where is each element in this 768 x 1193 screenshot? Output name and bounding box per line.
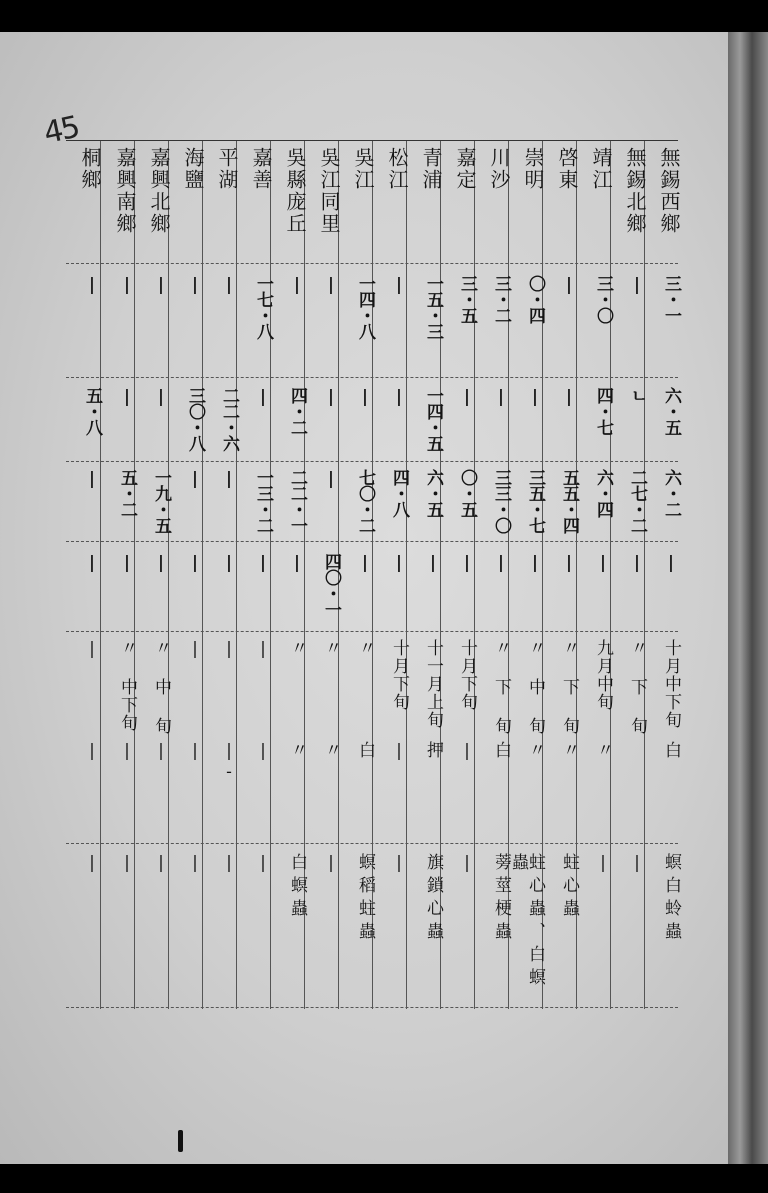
cell-pest: | bbox=[321, 853, 341, 879]
cell-kind: 白 bbox=[491, 741, 511, 759]
cell-b: 四・七 bbox=[593, 387, 613, 435]
cell-date: 〃 中 旬 bbox=[525, 639, 545, 735]
cell-b: | bbox=[457, 387, 477, 406]
cell-b: | bbox=[321, 387, 341, 406]
cell-d: | bbox=[389, 553, 409, 572]
cell-d: | bbox=[219, 553, 239, 572]
cell-c: 五五・四 bbox=[559, 469, 579, 533]
cell-pest: | bbox=[219, 853, 239, 879]
cell-a: 一四・八 bbox=[355, 275, 375, 339]
cell-pest: | bbox=[627, 853, 647, 879]
region-column bbox=[270, 141, 305, 1009]
cell-d: | bbox=[82, 553, 102, 572]
cell-c: 六・四 bbox=[593, 469, 613, 517]
cell-date: | bbox=[253, 639, 273, 660]
cell-a: | bbox=[287, 275, 307, 294]
ink-mark bbox=[178, 1130, 183, 1152]
cell-b: | bbox=[151, 387, 171, 406]
region-column bbox=[372, 141, 407, 1009]
region-name: 啓東 bbox=[555, 147, 579, 191]
cell-pest: | bbox=[457, 853, 477, 879]
cell-d: | bbox=[593, 553, 613, 572]
cell-date: | bbox=[82, 639, 102, 660]
cell-date: 〃 中下旬 bbox=[117, 639, 137, 732]
region-name: 松江 bbox=[385, 147, 409, 191]
cell-d: | bbox=[661, 553, 681, 572]
region-column bbox=[406, 141, 441, 1009]
cell-d: | bbox=[559, 553, 579, 572]
region-name: 嘉興北鄉 bbox=[147, 147, 171, 235]
cell-date: | bbox=[185, 639, 205, 660]
cell-c: | bbox=[321, 469, 341, 488]
region-name: 崇明 bbox=[521, 147, 545, 191]
cell-kind: | bbox=[185, 741, 205, 762]
cell-d: | bbox=[457, 553, 477, 572]
region-column bbox=[66, 141, 100, 1009]
cell-b: 四・二 bbox=[287, 387, 307, 435]
cell-d: | bbox=[151, 553, 171, 572]
cell-a: | bbox=[185, 275, 205, 294]
cell-b: | bbox=[389, 387, 409, 406]
cell-pest: 螟稻蛀蟲 bbox=[355, 853, 375, 945]
cell-date: 九月中旬 bbox=[593, 639, 613, 711]
cell-kind: 押 bbox=[423, 741, 443, 759]
cell-a: 三・五 bbox=[457, 275, 477, 323]
region-name: 吳江同里 bbox=[317, 147, 341, 235]
cell-b: | bbox=[559, 387, 579, 406]
cell-c: 一三・二 bbox=[253, 469, 273, 533]
region-name: 嘉善 bbox=[249, 147, 273, 191]
cell-a: 〇・四 bbox=[525, 275, 545, 323]
region-column bbox=[576, 141, 611, 1009]
cell-a: | bbox=[559, 275, 579, 294]
region-column bbox=[168, 141, 203, 1009]
cell-kind: | bbox=[151, 741, 171, 762]
cell-a: 一七・八 bbox=[253, 275, 273, 339]
region-column bbox=[338, 141, 373, 1009]
cell-c: 五・二 bbox=[117, 469, 137, 517]
cell-d: | bbox=[525, 553, 545, 572]
cell-d: | bbox=[423, 553, 443, 572]
cell-kind: | bbox=[253, 741, 273, 762]
cell-d: | bbox=[253, 553, 273, 572]
region-column bbox=[474, 141, 509, 1009]
cell-pest: 蒡莖梗蟲 bbox=[491, 853, 511, 945]
cell-a: | bbox=[389, 275, 409, 294]
region-column bbox=[440, 141, 475, 1009]
cell-d: | bbox=[355, 553, 375, 572]
cell-date: 〃 中 旬 bbox=[151, 639, 171, 735]
cell-a: 一五・三 bbox=[423, 275, 443, 339]
cell-d: 四〇・一 bbox=[321, 553, 341, 617]
cell-c: 六・五 bbox=[423, 469, 443, 517]
cell-pest: | bbox=[117, 853, 137, 879]
cell-c: 二七・二 bbox=[627, 469, 647, 533]
region-name: 無錫西鄉 bbox=[657, 147, 681, 235]
cell-b: 五・八 bbox=[82, 387, 102, 435]
cell-date: 十一月上旬 bbox=[423, 639, 443, 729]
cell-c: 三三・〇 bbox=[491, 469, 511, 533]
region-column bbox=[202, 141, 237, 1009]
cell-pest: | bbox=[253, 853, 273, 879]
cell-d: | bbox=[185, 553, 205, 572]
region-column bbox=[542, 141, 577, 1009]
region-name: 靖江 bbox=[589, 147, 613, 191]
region-name: 桐鄉 bbox=[78, 147, 102, 191]
region-name: 青浦 bbox=[419, 147, 443, 191]
cell-kind: | bbox=[117, 741, 137, 762]
cell-kind: 〃 bbox=[525, 741, 545, 759]
region-column bbox=[644, 141, 679, 1009]
cell-b: 二二・六 bbox=[219, 387, 239, 451]
cell-c: | bbox=[82, 469, 102, 488]
cell-c: | bbox=[185, 469, 205, 488]
cell-b: 六・五 bbox=[661, 387, 681, 435]
cell-b: | bbox=[355, 387, 375, 406]
cell-pest: 白螟蟲 bbox=[287, 853, 307, 922]
page-number: 45 bbox=[40, 109, 82, 152]
cell-c: 七〇・二 bbox=[355, 469, 375, 533]
cell-kind: 白 bbox=[355, 741, 375, 759]
cell-b: | bbox=[525, 387, 545, 406]
cell-c: 一九・五 bbox=[151, 469, 171, 533]
cell-d: | bbox=[287, 553, 307, 572]
cell-a: | bbox=[219, 275, 239, 294]
cell-date: 十月下旬 bbox=[457, 639, 477, 711]
book-spine bbox=[728, 32, 768, 1164]
cell-kind: 白 bbox=[661, 741, 681, 759]
cell-kind: | bbox=[389, 741, 409, 762]
region-name: 嘉定 bbox=[453, 147, 477, 191]
cell-date: 〃 下 旬 bbox=[559, 639, 579, 735]
cell-b: ㄴ bbox=[627, 387, 647, 403]
cell-date: 十月中下旬 bbox=[661, 639, 681, 729]
cell-pest: | bbox=[389, 853, 409, 879]
cell-kind: 〃 bbox=[287, 741, 307, 759]
cell-c: 四・八 bbox=[389, 469, 409, 517]
region-name: 嘉興南鄉 bbox=[113, 147, 137, 235]
cell-date: 〃 bbox=[321, 639, 341, 657]
cell-kind: 〃 bbox=[593, 741, 613, 759]
cell-c: | bbox=[219, 469, 239, 488]
cell-pest: 旗鎖心蟲 bbox=[423, 853, 443, 945]
region-column bbox=[610, 141, 645, 1009]
cell-c: 六・二 bbox=[661, 469, 681, 517]
cell-pest: | bbox=[82, 853, 102, 879]
region-name: 平湖 bbox=[215, 147, 239, 191]
region-column bbox=[236, 141, 271, 1009]
cell-date: 〃 bbox=[287, 639, 307, 657]
cell-kind: |- bbox=[219, 741, 239, 783]
region-name: 吳江 bbox=[351, 147, 375, 191]
region-column bbox=[100, 141, 135, 1009]
cell-date: 十月下旬 bbox=[389, 639, 409, 711]
cell-pest: | bbox=[185, 853, 205, 879]
cell-pest: 蛀心蟲 bbox=[559, 853, 579, 922]
cell-b: | bbox=[117, 387, 137, 406]
cell-a: | bbox=[117, 275, 137, 294]
cell-c: 二二・一 bbox=[287, 469, 307, 533]
cell-b: 一四・五 bbox=[423, 387, 443, 451]
cell-a: | bbox=[321, 275, 341, 294]
cell-b: 三〇・八 bbox=[185, 387, 205, 451]
cell-a: | bbox=[627, 275, 647, 294]
cell-a: 三・二 bbox=[491, 275, 511, 323]
cell-date: 〃 下 旬 bbox=[491, 639, 511, 735]
cell-a: 三・〇 bbox=[593, 275, 613, 323]
cell-d: | bbox=[117, 553, 137, 572]
cell-kind: | bbox=[457, 741, 477, 762]
cell-b: | bbox=[491, 387, 511, 406]
cell-kind: | bbox=[82, 741, 102, 762]
cell-c: 三五・七 bbox=[525, 469, 545, 533]
region-column bbox=[304, 141, 339, 1009]
cell-a: | bbox=[82, 275, 102, 294]
data-table bbox=[66, 140, 681, 1009]
region-column bbox=[508, 141, 543, 1009]
cell-pest: | bbox=[151, 853, 171, 879]
cell-d: | bbox=[627, 553, 647, 572]
cell-date: | bbox=[219, 639, 239, 660]
cell-c: 〇・五 bbox=[457, 469, 477, 517]
cell-d: | bbox=[491, 553, 511, 572]
cell-kind: 〃 bbox=[321, 741, 341, 759]
region-column bbox=[134, 141, 169, 1009]
cell-kind: 〃 bbox=[559, 741, 579, 759]
cell-pest: 蛀心蟲、白螟蟲 bbox=[508, 853, 545, 991]
region-name: 海鹽 bbox=[181, 147, 205, 191]
cell-date: 〃 下 旬 bbox=[627, 639, 647, 735]
region-name: 吳縣庞丘 bbox=[283, 147, 307, 235]
region-name: 川沙 bbox=[487, 147, 511, 191]
cell-b: | bbox=[253, 387, 273, 406]
cell-date: 〃 bbox=[355, 639, 375, 657]
cell-pest: | bbox=[593, 853, 613, 879]
region-name: 無錫北鄉 bbox=[623, 147, 647, 235]
cell-a: | bbox=[151, 275, 171, 294]
cell-a: 三・一 bbox=[661, 275, 681, 323]
cell-pest: 螟白蛉蟲 bbox=[661, 853, 681, 945]
